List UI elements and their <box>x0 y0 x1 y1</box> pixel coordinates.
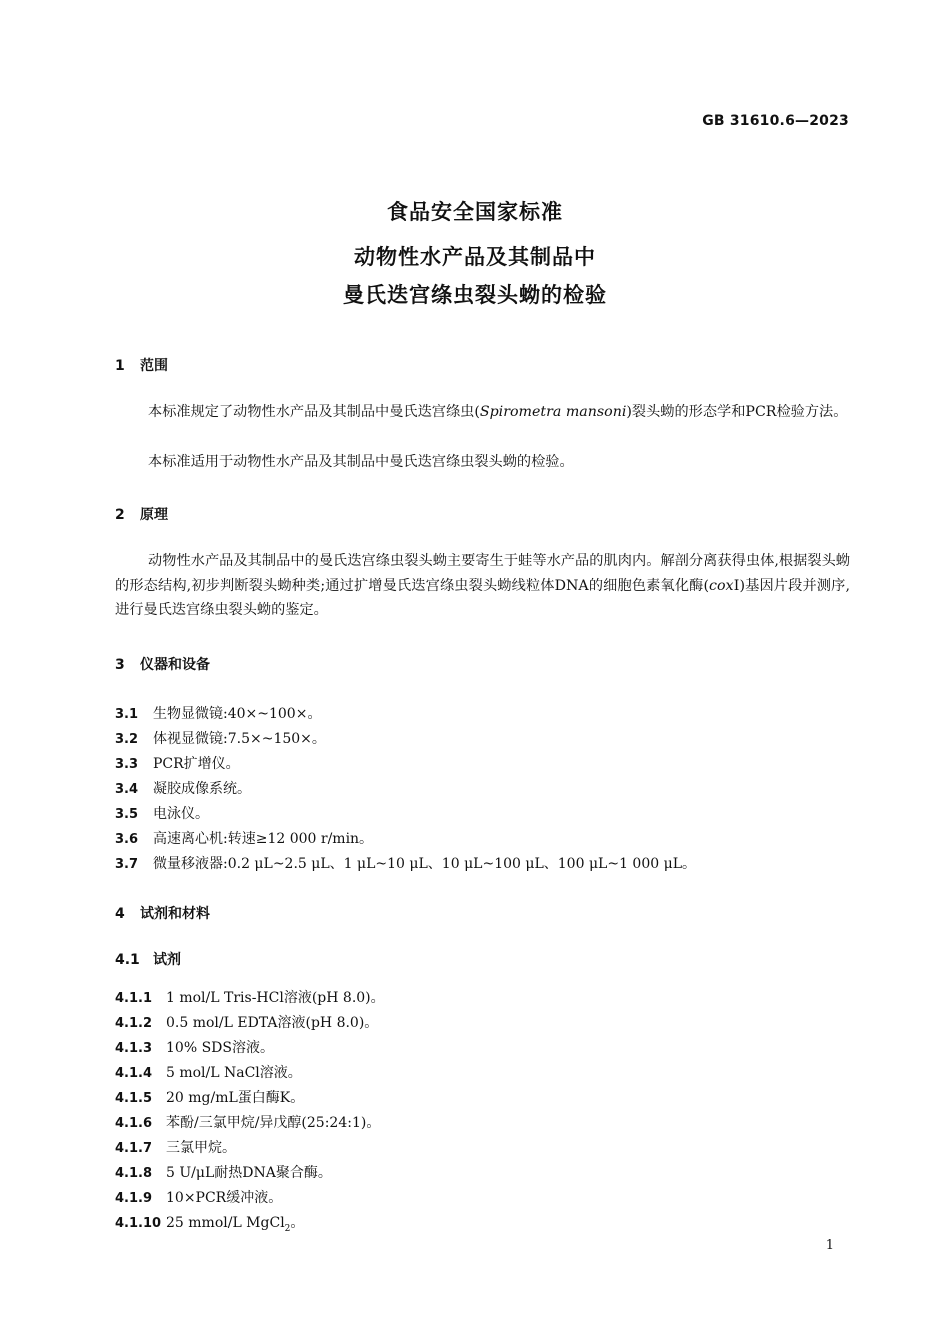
section-number: 4 <box>115 906 125 922</box>
scope-paragraph-1: 本标准规定了动物性水产品及其制品中曼氏迭宫绦虫(Spirometra mansoni)裂头蚴的形态学和PCR检验方法。 <box>148 404 848 420</box>
section-title: 试剂 <box>153 952 181 968</box>
equipment-item: 3.6 高速离心机:转速≥12 000 r/min。 <box>115 831 374 847</box>
reagent-item: 4.1.6 苯酚/三氯甲烷/异戊醇(25:24:1)。 <box>115 1115 381 1131</box>
reagent-item: 4.1.5 20 mg/mL蛋白酶K。 <box>115 1090 305 1106</box>
section-number: 4.1 <box>115 952 140 968</box>
section-title: 试剂和材料 <box>140 906 210 922</box>
section-title: 范围 <box>140 358 168 374</box>
page-number: 1 <box>825 1238 834 1253</box>
section-number: 3 <box>115 657 125 673</box>
section-heading-scope <box>115 355 168 375</box>
equipment-item: 3.4 凝胶成像系统。 <box>115 781 251 797</box>
equipment-item: 3.5 电泳仪。 <box>115 806 209 822</box>
reagent-item: 4.1.3 10% SDS溶液。 <box>115 1040 274 1056</box>
reagent-item: 4.1.8 5 U/μL耐热DNA聚合酶。 <box>115 1165 332 1181</box>
equipment-item: 3.3 PCR扩增仪。 <box>115 756 240 772</box>
title-line-1: 食品安全国家标准 <box>387 200 563 224</box>
equipment-item: 3.2 体视显微镜:7.5×~150×。 <box>115 731 326 747</box>
section-number: 2 <box>115 507 125 523</box>
standard-code: GB 31610.6—2023 <box>702 113 849 129</box>
title-line-2: 动物性水产品及其制品中 <box>354 245 596 269</box>
reagent-item: 4.1.9 10×PCR缓冲液。 <box>115 1190 283 1206</box>
subsection-heading-reagents <box>115 949 181 969</box>
reagent-item: 4.1.7 三氯甲烷。 <box>115 1140 236 1156</box>
equipment-item: 3.1 生物显微镜:40×~100×。 <box>115 706 322 722</box>
principle-paragraph: 动物性水产品及其制品中的曼氏迭宫绦虫裂头蚴主要寄生于蛙等水产品的肌肉内。解剖分离获得虫体,根据裂头蚴的形态结构,初步判断裂头蚴种类;通过扩增曼氏迭宫绦虫裂头蚴线粒体DNA的细胞色素氧化酶(coxⅠ)基因片段并测序,进行曼氏迭宫绦虫裂头蚴的鉴定。 <box>115 553 850 618</box>
section-title: 仪器和设备 <box>140 657 210 673</box>
reagent-item: 4.1.4 5 mol/L NaCl溶液。 <box>115 1065 302 1081</box>
latin-species-name: Spirometra mansoni <box>479 404 627 420</box>
section-heading-equipment <box>115 654 210 674</box>
reagent-item: 4.1.1 1 mol/L Tris-HCl溶液(pH 8.0)。 <box>115 990 385 1006</box>
gene-name: cox <box>709 577 734 594</box>
section-title: 原理 <box>140 507 168 523</box>
reagent-item: 4.1.2 0.5 mol/L EDTA溶液(pH 8.0)。 <box>115 1015 379 1031</box>
section-number: 1 <box>115 358 125 374</box>
section-heading-principle <box>115 504 168 524</box>
equipment-item: 3.7 微量移液器:0.2 μL~2.5 μL、1 μL~10 μL、10 μL~100 μL、100 μL~1 000 μL。 <box>115 856 696 872</box>
reagent-item: 4.1.10 25 mmol/L MgCl$_2$。 <box>115 1215 305 1234</box>
section-heading-reagents-materials <box>115 903 210 923</box>
scope-paragraph-2: 本标准适用于动物性水产品及其制品中曼氏迭宫绦虫裂头蚴的检验。 <box>148 454 574 470</box>
title-line-3: 曼氏迭宫绦虫裂头蚴的检验 <box>343 283 607 307</box>
